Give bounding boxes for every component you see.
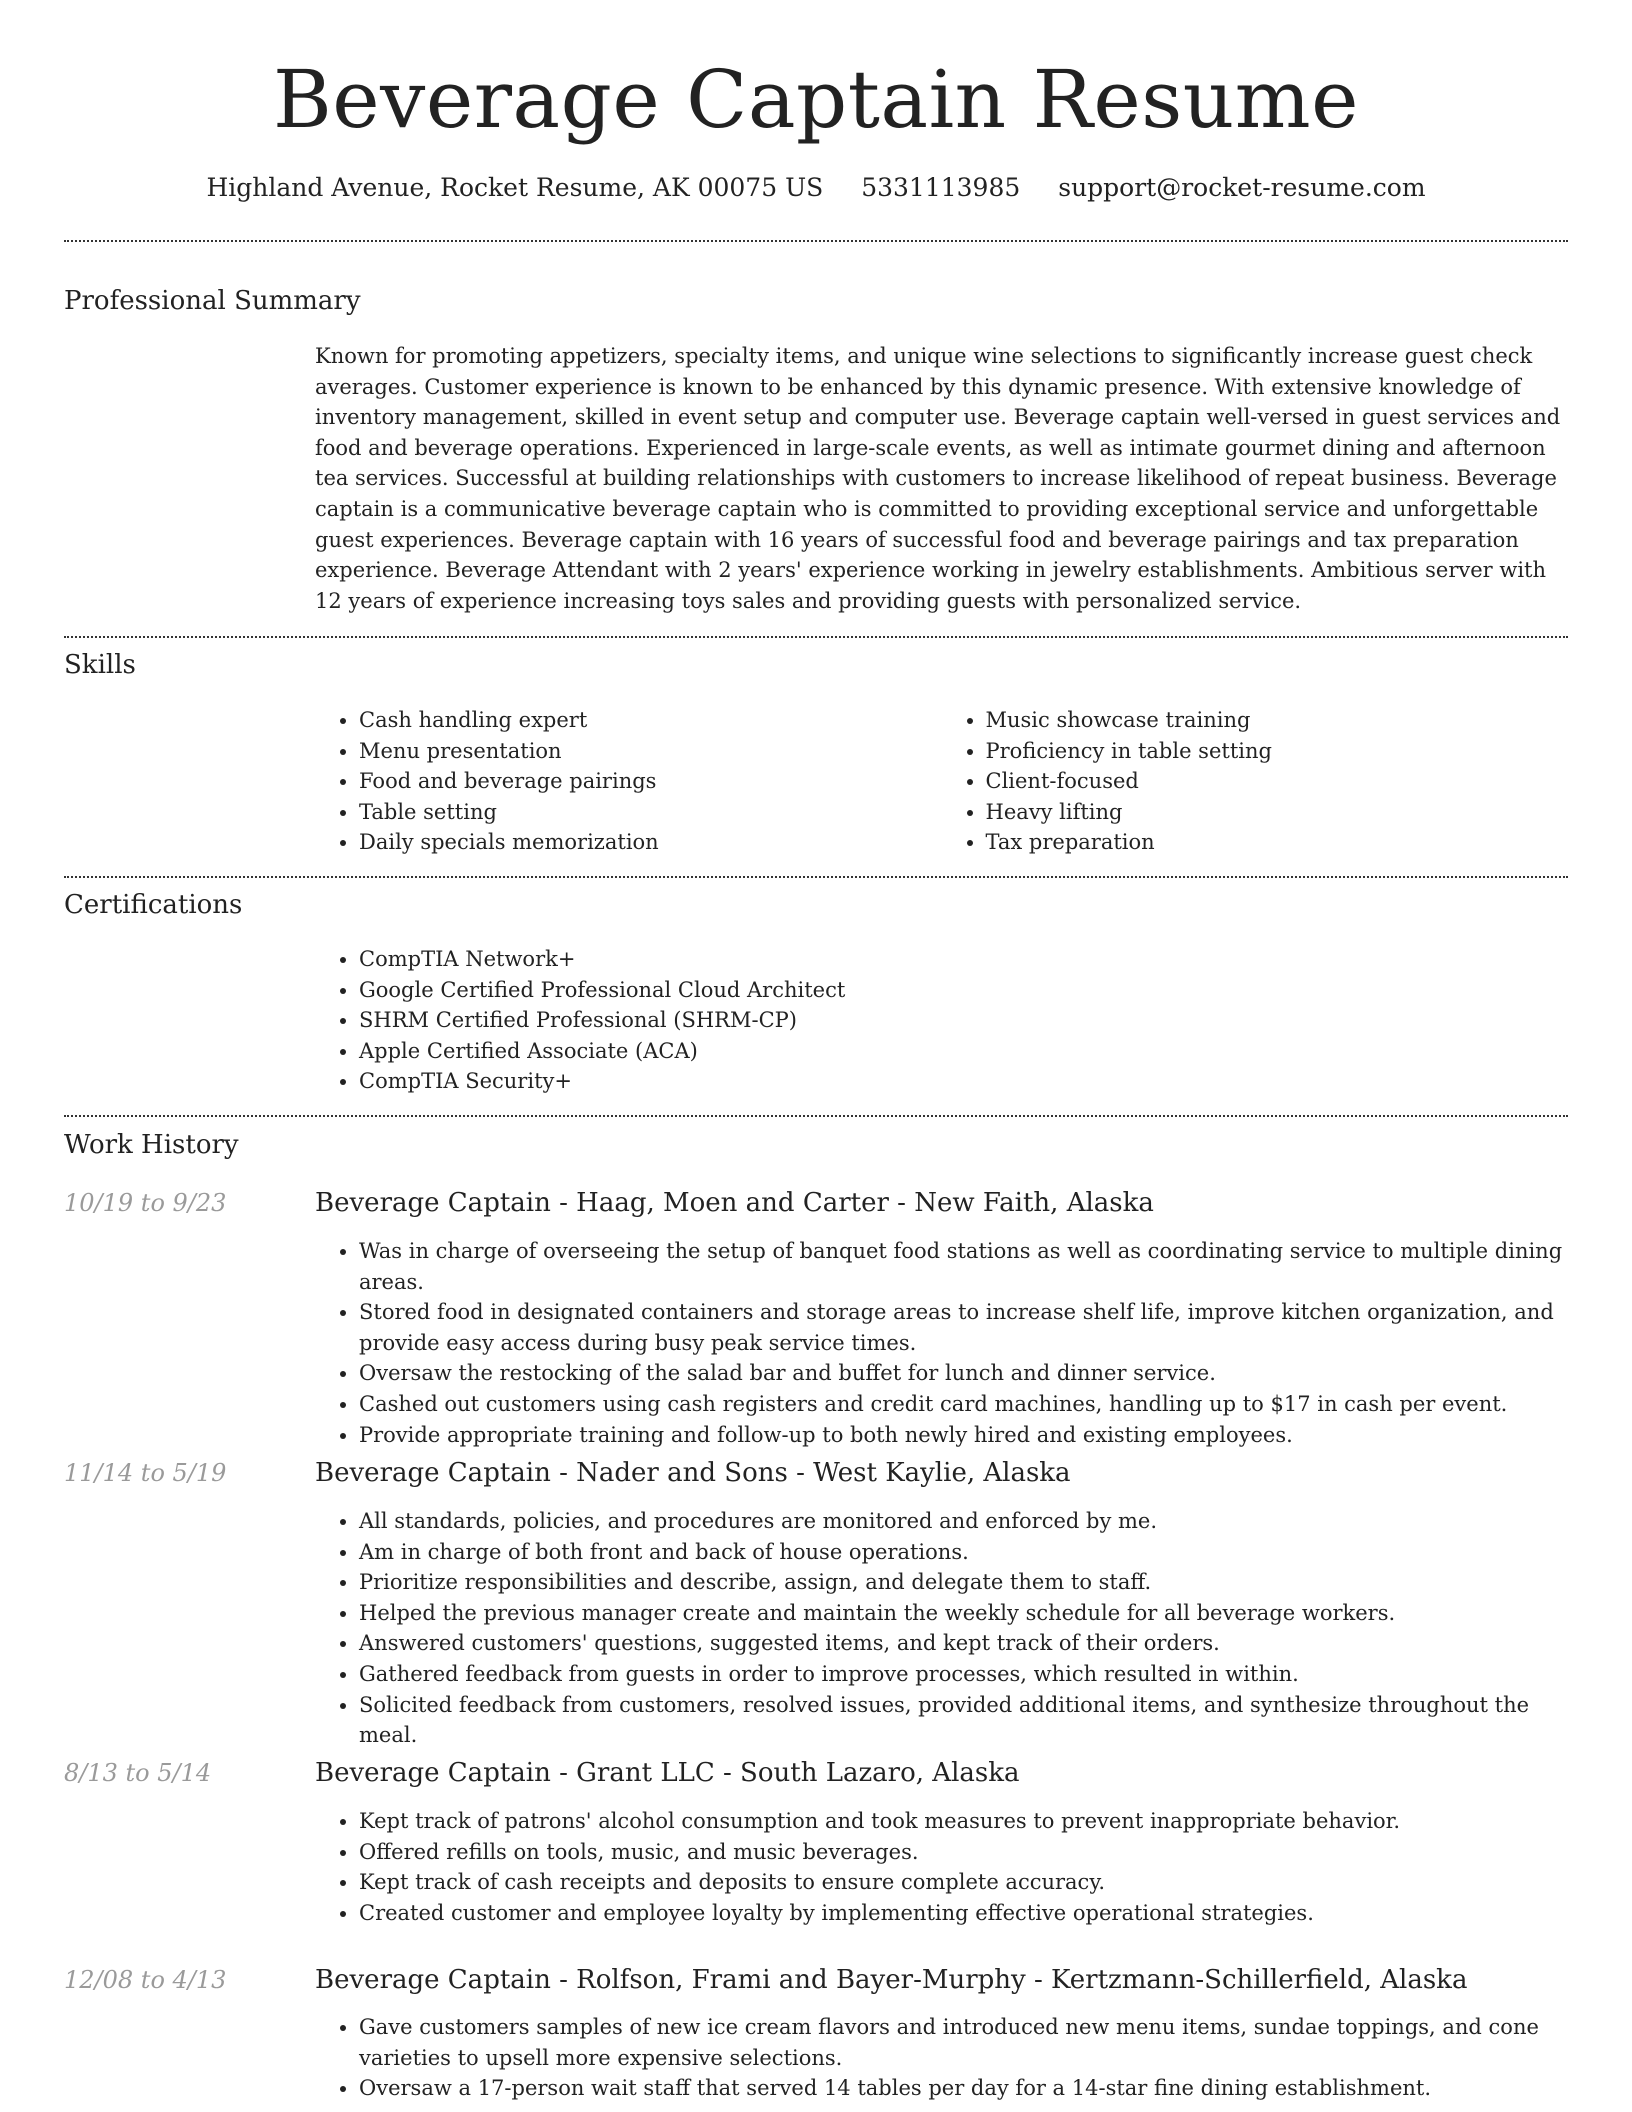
skill-item: • Table setting	[359, 797, 942, 828]
skills-list-right	[942, 705, 1569, 858]
job-title: Beverage Captain - Rolfson, Frami and Bayer-Murphy - Kertzmann-Schillerfield, Alaska	[315, 1965, 1468, 1995]
skill-item: • Daily specials memorization	[359, 827, 942, 858]
duty-item: • Am in charge of both front and back of house operations.	[359, 1537, 1568, 1568]
job-duties	[315, 1806, 1568, 1928]
job-duties	[315, 1506, 1568, 1751]
job-dates: 11/14 to 5/19	[64, 1459, 227, 1487]
contact-address: Highland Avenue, Rocket Resume, AK 00075 US	[206, 173, 824, 202]
skill-item: • Music showcase training	[986, 705, 1569, 736]
skills-heading: Skills	[64, 650, 136, 680]
duty-item: • Oversaw the restocking of the salad bar and buffet for lunch and dinner service.	[359, 1358, 1568, 1389]
duty-item: • All standards, policies, and procedures are monitored and enforced by me.	[359, 1506, 1568, 1537]
summary-divider	[64, 636, 1568, 638]
summary-text: Known for promoting appetizers, specialty items, and unique wine selections to significantly increase guest check averages. Customer experience is known to be enhanced by this dynamic presence. With extensive knowledge of inventory management, skilled in event setup and computer use. Beverage captain well-versed in guest services and food and beverage operations. Experienced in large-scale events, as well as intimate gourmet dining and afternoon tea services. Successful at building relationships with customers to increase likelihood of repeat business. Beverage captain is a communicative beverage captain who is committed to providing exceptional service and unforgettable guest experiences. Beverage captain with 16 years of successful food and beverage pairings and tax preparation experience. Beverage Attendant with 2 years' experience working in jewelry establishments. Ambitious server with 12 years of experience increasing toys sales and providing guests with personalized service.	[315, 344, 1561, 613]
skill-item: • Client-focused	[986, 766, 1569, 797]
job-title: Beverage Captain - Grant LLC - South Lazaro, Alaska	[315, 1758, 1020, 1788]
job-duties-list	[315, 1506, 1568, 1751]
job-duties-list	[315, 1806, 1568, 1928]
job-dates: 10/19 to 9/23	[64, 1189, 227, 1217]
skill-item: • Tax preparation	[986, 827, 1569, 858]
job-duties-list	[315, 1236, 1568, 1450]
skills-list-left	[315, 705, 942, 858]
summary-heading: Professional Summary	[64, 286, 361, 316]
certifications-divider	[64, 1115, 1568, 1117]
duty-item: • Answered customers' questions, suggested items, and kept track of their orders.	[359, 1628, 1568, 1659]
job-dates: 12/08 to 4/13	[64, 1966, 227, 1994]
duty-item: • Gathered feedback from guests in order to improve processes, which resulted in within.	[359, 1659, 1568, 1690]
duty-item: • Oversaw a 17-person wait staff that served 14 tables per day for a 14-star fine dining establishment.	[359, 2073, 1568, 2104]
duty-item: • Created customer and employee loyalty by implementing effective operational strategies.	[359, 1898, 1568, 1929]
duty-item: • Prioritize responsibilities and describe, assign, and delegate them to staff.	[359, 1567, 1568, 1598]
skill-item: • Cash handling expert	[359, 705, 942, 736]
duty-item: • Helped the previous manager create and maintain the weekly schedule for all beverage workers.	[359, 1598, 1568, 1629]
contact-phone: 5331113985	[861, 173, 1021, 202]
resume-name: Beverage Captain Resume	[273, 53, 1359, 146]
job-duties	[315, 2012, 1568, 2104]
certification-item: • SHRM Certified Professional (SHRM-CP)	[359, 1005, 1568, 1036]
job-title: Beverage Captain - Nader and Sons - West Kaylie, Alaska	[315, 1458, 1071, 1488]
work-history-heading: Work History	[64, 1130, 239, 1160]
duty-item: • Kept track of cash receipts and deposits to ensure complete accuracy.	[359, 1867, 1568, 1898]
skills-divider	[64, 876, 1568, 878]
certifications-list	[315, 944, 1568, 1097]
contact-line	[0, 170, 1632, 206]
job-dates: 8/13 to 5/14	[64, 1759, 212, 1787]
certification-item: • Google Certified Professional Cloud Architect	[359, 975, 1568, 1006]
job-duties-list	[315, 2012, 1568, 2104]
skill-item: • Menu presentation	[359, 736, 942, 767]
skills-section	[315, 705, 1568, 858]
certifications-heading: Certifications	[64, 890, 243, 920]
skill-item: • Food and beverage pairings	[359, 766, 942, 797]
certification-item: • CompTIA Network+	[359, 944, 1568, 975]
skill-item: • Heavy lifting	[986, 797, 1569, 828]
duty-item: • Cashed out customers using cash registers and credit card machines, handling up to $17 in cash per event.	[359, 1389, 1568, 1420]
skill-item: • Proficiency in table setting	[986, 736, 1569, 767]
certification-item: • Apple Certified Associate (ACA)	[359, 1036, 1568, 1067]
duty-item: • Offered refills on tools, music, and music beverages.	[359, 1837, 1568, 1868]
certifications-section	[315, 944, 1568, 1097]
certification-item: • CompTIA Security+	[359, 1066, 1568, 1097]
job-title: Beverage Captain - Haag, Moen and Carter - New Faith, Alaska	[315, 1188, 1154, 1218]
duty-item: • Kept track of patrons' alcohol consumption and took measures to prevent inappropriate behavior.	[359, 1806, 1568, 1837]
duty-item: • Provide appropriate training and follow-up to both newly hired and existing employees.	[359, 1420, 1568, 1451]
duty-item: • Gave customers samples of new ice cream flavors and introduced new menu items, sundae toppings, and cone varieties to upsell more expensive selections.	[359, 2012, 1568, 2073]
summary-section	[315, 341, 1568, 616]
duty-item: • Was in charge of overseeing the setup of banquet food stations as well as coordinating service to multiple dining areas.	[359, 1236, 1568, 1297]
contact-email: support@rocket-resume.com	[1058, 173, 1426, 202]
job-duties	[315, 1236, 1568, 1450]
header-divider	[64, 240, 1568, 242]
duty-item: • Stored food in designated containers and storage areas to increase shelf life, improve kitchen organization, and provide easy access during busy peak service times.	[359, 1297, 1568, 1358]
duty-item: • Solicited feedback from customers, resolved issues, provided additional items, and synthesize throughout the meal.	[359, 1690, 1568, 1751]
